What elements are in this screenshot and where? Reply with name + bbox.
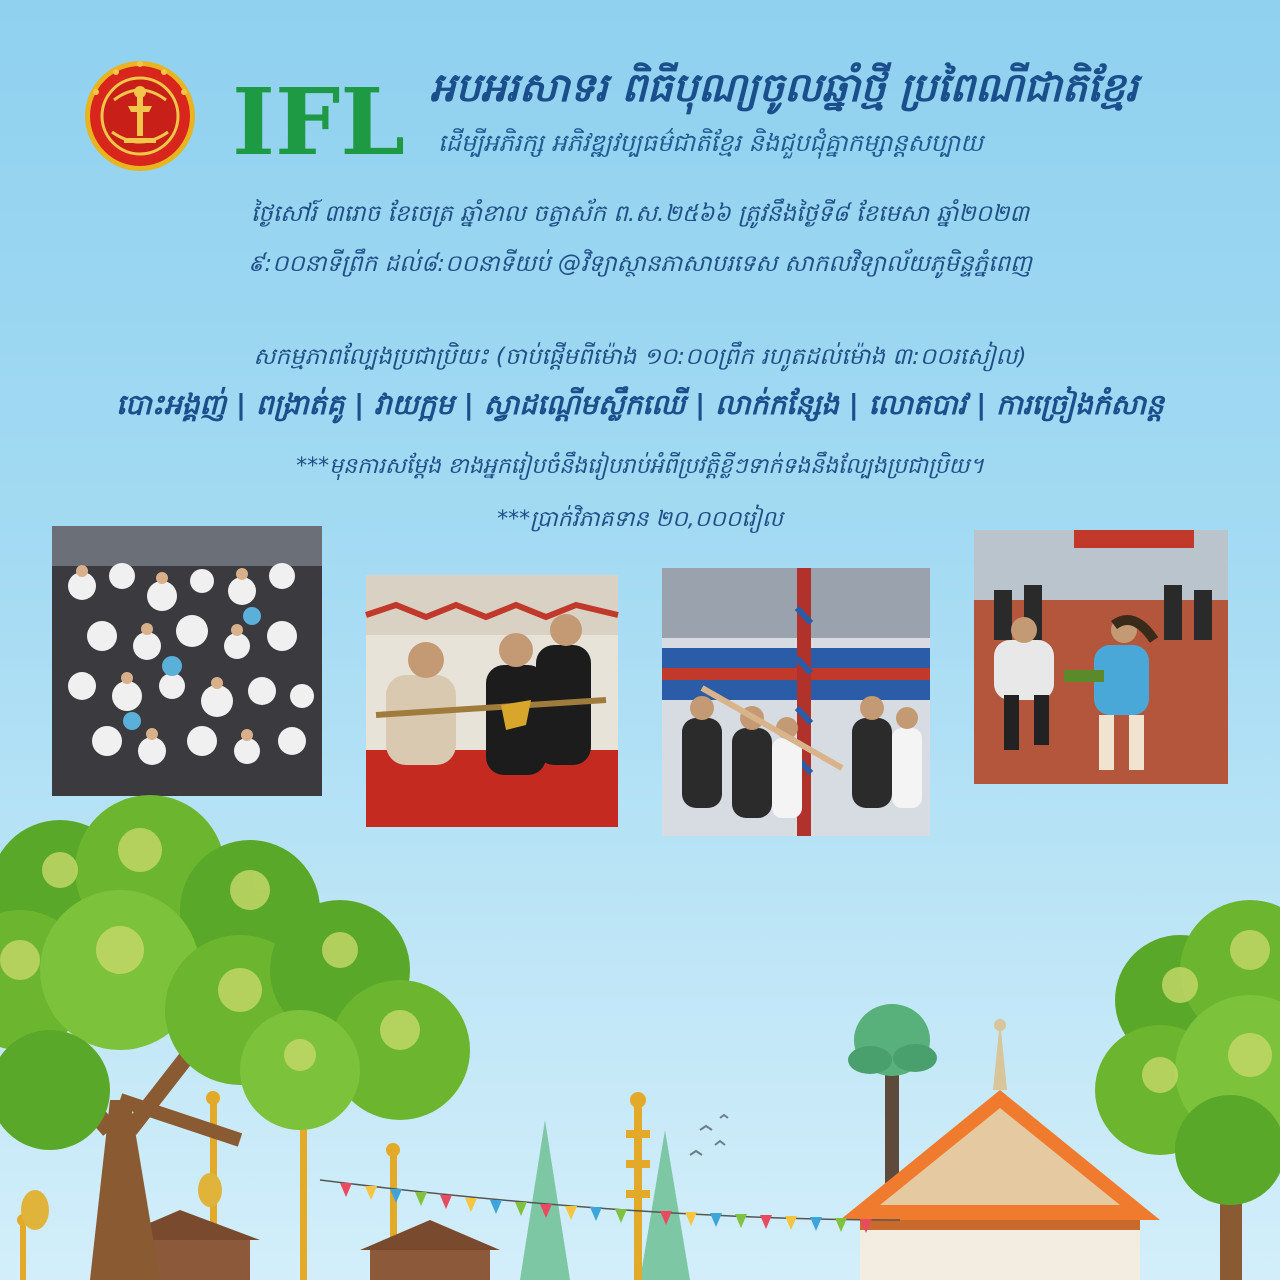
note-history: ***មុនការសម្ដែង ខាងអ្នករៀបចំនឹងរៀបរាប់អំពីប្រវត្តិខ្លីៗទាក់ទងនឹងល្បែងប្រជាប្រិយ។: [296, 454, 984, 479]
bunting-flags: [320, 1180, 900, 1233]
tree-left: [0, 795, 470, 1280]
birds-icon: [690, 1115, 728, 1155]
photo-pole-game: [662, 568, 930, 836]
distant-tower: [520, 1120, 570, 1280]
ifl-logo: [232, 68, 406, 176]
page-subtitle: ដើម្បីអភិរក្ស អភិវឌ្ឍវប្បធម៌ជាតិខ្មែរ និងជួបជុំគ្នាកម្សាន្តសប្បាយ: [438, 129, 983, 157]
ministry-emblem-icon: [84, 60, 196, 172]
activities-heading: សកម្មភាពល្បែងប្រជាប្រិយះ (ចាប់ផ្ដើមពីម៉ោង ១០:០០ព្រឹក រហូតដល់ម៉ោង ៣:០០រសៀល): [253, 344, 1027, 370]
note-contribution: ***ប្រាក់វិភាគទាន ២០,០០០រៀល: [497, 507, 783, 532]
photo-crowd: [52, 526, 322, 796]
activities-list: បោះអង្គញ់ | ពង្រាត់គូ | វាយក្អម | ស្វាដណ្ដើមស្លឹកឈើ | លាក់កន្សែង | លោតបាវ | ការច្រៀងកំសាន្ត: [116, 388, 1164, 421]
page-title: អបអរសាទរ ពិធីបុណ្យចូលឆ្នាំថ្មី ប្រពៃណីជាតិខ្មែរ: [430, 65, 1138, 111]
distant-tower: [640, 1130, 690, 1280]
festival-scenery: [0, 800, 1280, 1280]
photo-tug-of-war: [366, 575, 618, 827]
ifl-logo-text: IFL: [232, 68, 406, 176]
event-date: ថ្ងៃសៅរ៍ ៣រោច ខែចេត្រ ឆ្នាំខាល ចត្វាស័ក ព.ស.២៥៦៦ ត្រូវនឹងថ្ងៃទី៨ ខែមេសា ឆ្នាំ២០២៣: [250, 201, 1030, 227]
event-time-venue: ៩:០០នាទីព្រឹក ដល់៨:០០នាទីយប់ @វិទ្យាស្ថានភាសាបរទេស សាកលវិទ្យាល័យភូមិន្ទភ្នំពេញ: [248, 251, 1032, 277]
photo-outdoor-game: [974, 530, 1228, 784]
